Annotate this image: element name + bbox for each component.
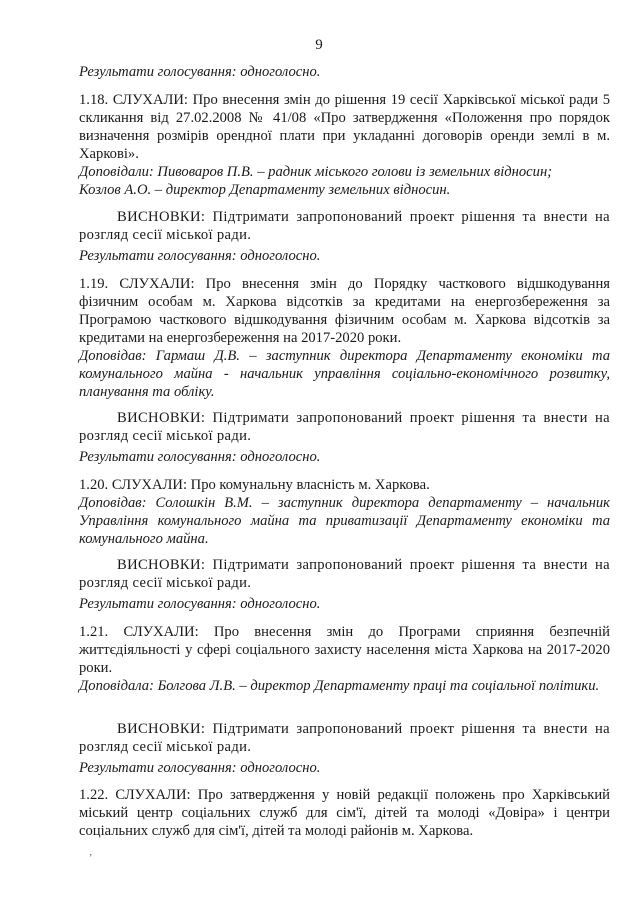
conclusion-text: ВИСНОВКИ: Підтримати запропонований проект рішення та внести на розгляд сесії міської ради. <box>79 209 610 243</box>
results-text: Результати голосування: одноголосно. <box>79 760 321 776</box>
conclusion-block <box>79 556 610 592</box>
heard-text: 1.20. СЛУХАЛИ: Про комунальну власність м. Харкова. <box>79 477 430 493</box>
results-text: Результати голосування: одноголосно. <box>79 449 321 465</box>
page-number: 9 <box>315 37 323 53</box>
results-line <box>79 247 610 265</box>
reporter-line: Козлов А.О. – директор Департаменту земельних відносин. <box>79 182 451 198</box>
reporter-line: Доповідали: Пивоваров П.В. – радник міського голови із земельних відносин; <box>79 164 553 180</box>
reporter-line: Доповідав: Солошкін В.М. – заступник директора департаменту – начальник Управління комунального майна та приватизації Департаменту економіки та комунального майна. <box>79 495 610 547</box>
reporter-line: Доповідала: Болгова Л.В. – директор Департаменту праці та соціальної політики. <box>79 678 600 694</box>
conclusion-text: ВИСНОВКИ: Підтримати запропонований проект рішення та внести на розгляд сесії міської ради. <box>79 410 610 444</box>
item-1-21-reporters <box>79 677 610 695</box>
heard-text: 1.21. СЛУХАЛИ: Про внесення змін до Програми сприяння безпечній життєдіяльності у сфері соціального захисту населення міста Харкова на 2017-2020 роки. <box>79 624 610 676</box>
results-line <box>79 63 610 81</box>
results-text: Результати голосування: одноголосно. <box>79 248 321 264</box>
item-1-18-reporters <box>79 163 610 199</box>
results-line <box>79 448 610 466</box>
heard-text: 1.22. СЛУХАЛИ: Про затвердження у новій редакції положень про Харківський міський центр соціальних служб для сім'ї, дітей та молоді «Довіра» і центри соціальних служб для сім'ї, дітей та молоді районів м. Харкова. <box>79 787 610 839</box>
conclusion-block <box>79 720 610 756</box>
conclusion-block <box>79 208 610 244</box>
conclusion-text: ВИСНОВКИ: Підтримати запропонований проект рішення та внести на розгляд сесії міської ради. <box>79 721 610 755</box>
results-line <box>79 759 610 777</box>
reporter-line: Доповідав: Гармаш Д.В. – заступник директора Департаменту економіки та комунального майна - начальник управління соціально-економічного розвитку, планування та обліку. <box>79 348 610 400</box>
item-1-18 <box>79 91 610 163</box>
results-text: Результати голосування: одноголосно. <box>79 64 321 80</box>
item-1-20-reporters <box>79 494 610 548</box>
conclusion-block <box>79 409 610 445</box>
heard-text: 1.19. СЛУХАЛИ: Про внесення змін до Порядку часткового відшкодування фізичним особам м. Харкова відсотків за кредитами на енергозбереження за Програмою часткового відшкодування фізичним особам м. Харкова відсотків за кредитами на енергозбереження на 2017-2020 роки. <box>79 276 610 346</box>
item-1-21 <box>79 623 610 677</box>
stray-mark: ʼ <box>89 853 93 864</box>
item-1-20 <box>79 476 610 494</box>
conclusion-text: ВИСНОВКИ: Підтримати запропонований проект рішення та внести на розгляд сесії міської ради. <box>79 557 610 591</box>
heard-text: 1.18. СЛУХАЛИ: Про внесення змін до рішення 19 сесії Харківської міської ради 5 скликання від 27.02.2008 № 41/08 «Про затвердження «Положення про порядок визначення розмірів орендної плати при укладанні договорів оренди землі в м. Харкові». <box>79 92 610 162</box>
item-1-22 <box>79 786 610 840</box>
results-text: Результати голосування: одноголосно. <box>79 596 321 612</box>
item-1-19-reporters <box>79 347 610 401</box>
item-1-19 <box>79 275 610 347</box>
results-line <box>79 595 610 613</box>
